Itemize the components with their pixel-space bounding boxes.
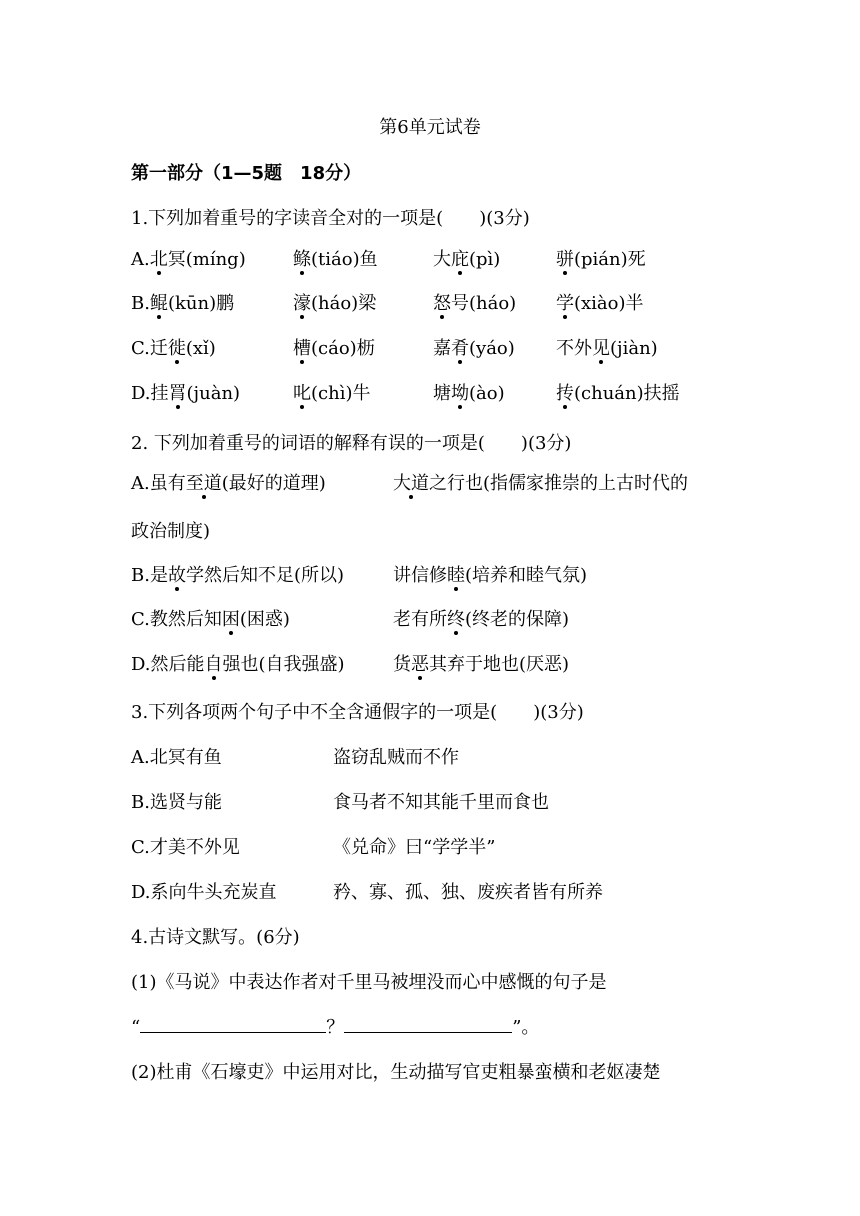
- question-2-option-c: [131, 608, 290, 632]
- emphasized-word: 至道: [185, 473, 222, 494]
- option-text: (chì)牛: [311, 383, 371, 404]
- option-text: 挂: [150, 383, 169, 404]
- answer-blank-1[interactable]: [140, 1016, 326, 1033]
- emphasized-character: 学: [556, 293, 574, 314]
- option-text: (juàn): [186, 383, 241, 404]
- question-2-option-c-right: [393, 608, 569, 632]
- option-text: (yáo): [469, 338, 515, 359]
- option-text: (háo)梁: [311, 293, 377, 314]
- question-3-option-a-right: 盗窃乱贼而不作: [333, 747, 459, 768]
- option-text: (终老的保障): [465, 609, 570, 630]
- section-heading: 第一部分（1—5题 18分）: [131, 163, 362, 184]
- emphasized-character: 叱: [293, 383, 311, 404]
- open-quote: “: [131, 1017, 141, 1038]
- question-1-option-b-item-1: [131, 292, 234, 316]
- emphasized-word: 终: [447, 609, 465, 630]
- question-3-option-b-right: 食马者不知其能千里而食也: [333, 792, 549, 813]
- emphasized-word: 大道: [393, 473, 429, 494]
- question-1-option-d-item-4: [556, 382, 680, 406]
- emphasized-word: 故: [167, 565, 186, 586]
- option-text: 其弃于地也(厌恶): [429, 654, 570, 675]
- option-text: D.然后能: [131, 654, 205, 675]
- question-3-option-c-right: 《兑命》曰“学学半”: [333, 837, 496, 858]
- emphasized-word: 困: [221, 609, 240, 630]
- option-label: B.: [131, 293, 150, 314]
- question-2-stem: 2. 下列加着重号的词语的解释有误的一项是( )(3分): [131, 433, 572, 454]
- answer-blank-2[interactable]: [344, 1016, 512, 1033]
- question-1-option-c-item-4: [556, 337, 658, 361]
- option-text: C.教然后知: [131, 609, 222, 630]
- question-1-option-c-item-2: [293, 337, 375, 361]
- option-text: 大: [433, 249, 451, 270]
- option-text: (困惑): [239, 609, 290, 630]
- option-text: 嘉: [433, 338, 451, 359]
- question-1-option-d-item-1: [131, 382, 240, 406]
- question-3-option-d-right: 矜、寡、孤、独、废疾者皆有所养: [333, 882, 603, 903]
- emphasized-character: 北: [149, 249, 168, 270]
- option-text: 冥(míng): [167, 249, 246, 270]
- emphasized-character: 肴: [451, 338, 469, 359]
- emphasized-character: 骈: [556, 249, 574, 270]
- question-1-option-a-item-2: [293, 248, 378, 272]
- option-text: 货: [393, 654, 411, 675]
- emphasized-character: 槽: [293, 338, 311, 359]
- question-3-option-c: C.才美不外见: [131, 837, 240, 858]
- question-3-option-a: A.北冥有鱼: [131, 747, 222, 768]
- question-2-option-a-right: [393, 472, 688, 496]
- page-title: 第6单元试卷: [379, 117, 481, 138]
- option-text: 迁: [149, 338, 168, 359]
- question-3-stem: 3.下列各项两个句子中不全含通假字的一项是( )(3分): [131, 702, 584, 723]
- option-label: A.: [131, 249, 150, 270]
- question-2-option-b-right: [393, 564, 587, 588]
- option-text: 塘: [433, 383, 451, 404]
- option-text: (pì): [469, 249, 501, 270]
- option-text: (tiáo)鱼: [311, 249, 378, 270]
- question-mark: ？: [326, 1017, 345, 1038]
- option-text: A.虽有: [131, 473, 186, 494]
- option-text: (pián)死: [574, 249, 646, 270]
- question-4-stem: 4.古诗文默写。(6分): [131, 927, 300, 948]
- close-quote: ”。: [512, 1017, 540, 1038]
- question-1-option-b-item-4: [556, 292, 644, 316]
- question-1-option-d-item-3: [433, 382, 505, 406]
- question-2-option-b: [131, 564, 344, 588]
- option-text: (jiàn): [610, 338, 658, 359]
- question-1-option-a-item-4: [556, 248, 646, 272]
- option-text: (xiào)半: [574, 293, 644, 314]
- emphasized-character: 见: [592, 338, 610, 359]
- question-3-option-d: D.系向牛头充炭直: [131, 882, 277, 903]
- option-text: (最好的道理): [221, 473, 326, 494]
- question-1-option-c-item-3: [433, 337, 515, 361]
- emphasized-word: 睦: [447, 565, 465, 586]
- question-1-option-c-item-1: [131, 337, 216, 361]
- emphasized-character: 濠: [293, 293, 311, 314]
- option-label: C.: [131, 338, 150, 359]
- emphasized-character: 鲦: [293, 249, 311, 270]
- emphasized-character: 抟: [556, 383, 574, 404]
- option-text: 号(háo): [451, 293, 517, 314]
- option-text: 不外: [556, 338, 592, 359]
- question-2-option-a-continued: 政治制度): [131, 521, 211, 542]
- option-text: 讲信修: [393, 565, 447, 586]
- option-text: B.是: [131, 565, 168, 586]
- emphasized-character: 罥: [168, 383, 187, 404]
- question-4-part-2: (2)杜甫《石壕吏》中运用对比，生动描写官吏粗暴蛮横和老妪凄楚: [131, 1062, 661, 1083]
- option-text: (chuán)扶摇: [574, 383, 680, 404]
- question-1-stem: 1.下列加着重号的字读音全对的一项是( )(3分): [131, 208, 530, 229]
- option-text: (xǐ): [185, 338, 216, 359]
- option-text: (ào): [469, 383, 505, 404]
- option-text: (kūn)鹏: [167, 293, 235, 314]
- option-text: 之行也(指儒家推崇的上古时代的: [429, 473, 689, 494]
- option-text: 学然后知不足(所以): [185, 565, 344, 586]
- question-1-option-a-item-1: [131, 248, 246, 272]
- question-2-option-d: [131, 653, 345, 677]
- emphasized-word: 恶: [411, 654, 429, 675]
- question-1-option-b-item-3: [433, 292, 516, 316]
- question-2-option-a: [131, 472, 326, 496]
- emphasized-character: 庇: [451, 249, 469, 270]
- emphasized-character: 坳: [451, 383, 469, 404]
- question-4-part-1-answer: [131, 1016, 539, 1040]
- option-text: (培养和睦气氛): [465, 565, 588, 586]
- emphasized-character: 徙: [167, 338, 186, 359]
- emphasized-character: 鲲: [149, 293, 168, 314]
- question-4-part-1: (1)《马说》中表达作者对千里马被埋没而心中感慨的句子是: [131, 972, 607, 993]
- option-label: D.: [131, 383, 151, 404]
- question-1-option-b-item-2: [293, 292, 376, 316]
- question-1-option-d-item-2: [293, 382, 370, 406]
- emphasized-character: 怒: [433, 293, 451, 314]
- option-text: 老有所: [393, 609, 447, 630]
- question-1-option-a-item-3: [433, 248, 500, 272]
- question-3-option-b: B.选贤与能: [131, 792, 222, 813]
- option-text: (cáo)枥: [311, 338, 375, 359]
- option-text: 强也(自我强盛): [222, 654, 345, 675]
- emphasized-word: 自: [204, 654, 223, 675]
- question-2-option-d-right: [393, 653, 569, 677]
